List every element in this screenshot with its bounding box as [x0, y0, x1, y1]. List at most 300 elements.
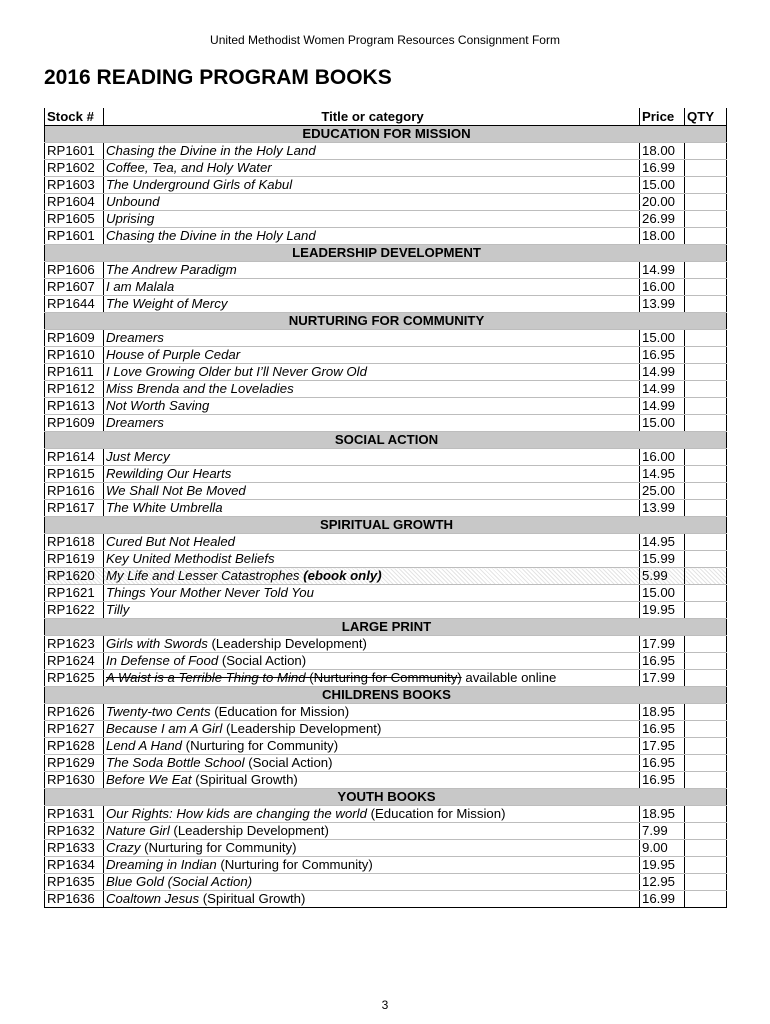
stock-number: RP1602 — [45, 160, 104, 177]
qty-cell[interactable] — [685, 228, 727, 245]
book-title: Nature Girl — [106, 823, 170, 838]
title-wrap — [106, 415, 164, 430]
title-wrap — [106, 279, 174, 294]
book-title-cell — [104, 772, 640, 789]
book-category-note: (Social Action) — [218, 653, 307, 668]
table-row — [45, 483, 727, 500]
book-title-cell — [104, 398, 640, 415]
title-wrap — [106, 738, 338, 753]
book-title-cell — [104, 840, 640, 857]
book-title: Crazy — [106, 840, 141, 855]
qty-cell[interactable] — [685, 721, 727, 738]
category-row — [45, 432, 727, 449]
qty-cell[interactable] — [685, 806, 727, 823]
book-title-cell — [104, 653, 640, 670]
title-wrap — [106, 534, 235, 549]
stock-number: RP1609 — [45, 330, 104, 347]
title-wrap — [106, 602, 129, 617]
qty-cell[interactable] — [685, 500, 727, 517]
book-title: Miss Brenda and the Loveladies — [106, 381, 294, 396]
qty-cell[interactable] — [685, 211, 727, 228]
book-title: Uprising — [106, 211, 155, 226]
title-wrap — [106, 364, 367, 379]
price: 15.00 — [640, 415, 685, 432]
qty-cell[interactable] — [685, 262, 727, 279]
book-title: Lend A Hand — [106, 738, 183, 753]
book-title-cell — [104, 551, 640, 568]
table-row — [45, 330, 727, 347]
book-category-note: (Social Action) — [244, 755, 333, 770]
book-title: I am Malala — [106, 279, 175, 294]
price: 16.99 — [640, 160, 685, 177]
book-title: I Love Growing Older but I’ll Never Grow Old — [106, 364, 367, 379]
title-wrap — [106, 347, 240, 362]
price: 18.00 — [640, 143, 685, 160]
book-title-cell — [104, 415, 640, 432]
price: 26.99 — [640, 211, 685, 228]
book-title-cell — [104, 823, 640, 840]
stock-number: RP1626 — [45, 704, 104, 721]
price: 16.99 — [640, 891, 685, 908]
stock-number: RP1644 — [45, 296, 104, 313]
table-row — [45, 840, 727, 857]
category-row — [45, 126, 727, 143]
title-wrap — [106, 262, 237, 277]
price: 16.00 — [640, 279, 685, 296]
price: 15.00 — [640, 330, 685, 347]
book-title: Rewilding Our Hearts — [106, 466, 232, 481]
availability-note: available online — [461, 670, 557, 685]
qty-cell[interactable] — [685, 347, 727, 364]
table-row — [45, 279, 727, 296]
book-title-cell — [104, 891, 640, 908]
table-row — [45, 228, 727, 245]
book-title: The Soda Bottle School — [106, 755, 245, 770]
category-row — [45, 789, 727, 806]
book-category-note: (Nurturing for Community) — [305, 670, 462, 685]
table-row — [45, 891, 727, 908]
book-title: Girls with Swords — [106, 636, 208, 651]
title-wrap — [106, 551, 275, 566]
table-row — [45, 738, 727, 755]
book-title-cell — [104, 279, 640, 296]
category-row — [45, 517, 727, 534]
title-wrap — [106, 177, 292, 192]
book-title: Not Worth Saving — [106, 398, 210, 413]
price: 14.99 — [640, 262, 685, 279]
stock-number: RP1611 — [45, 364, 104, 381]
price: 16.95 — [640, 755, 685, 772]
book-title-cell — [104, 670, 640, 687]
title-wrap — [106, 636, 367, 651]
price: 19.95 — [640, 602, 685, 619]
category-label: YOUTH BOOKS — [45, 789, 727, 806]
stock-number: RP1628 — [45, 738, 104, 755]
title-wrap — [106, 704, 349, 719]
qty-cell[interactable] — [685, 296, 727, 313]
book-category-note: (Nurturing for Community) — [182, 738, 339, 753]
book-title-cell — [104, 228, 640, 245]
price: 16.95 — [640, 772, 685, 789]
book-category-note: (Leadership Development) — [207, 636, 367, 651]
qty-cell[interactable] — [685, 483, 727, 500]
table-row — [45, 500, 727, 517]
qty-cell[interactable] — [685, 568, 727, 585]
book-title-cell — [104, 755, 640, 772]
price: 7.99 — [640, 823, 685, 840]
qty-cell[interactable] — [685, 840, 727, 857]
price: 15.00 — [640, 585, 685, 602]
stock-number: RP1601 — [45, 143, 104, 160]
book-title: Coaltown Jesus — [106, 891, 200, 906]
qty-cell[interactable] — [685, 823, 727, 840]
book-title-cell — [104, 194, 640, 211]
price: 13.99 — [640, 296, 685, 313]
price: 13.99 — [640, 500, 685, 517]
price: 12.95 — [640, 874, 685, 891]
book-category-note: (Spiritual Growth) — [199, 891, 306, 906]
book-category-note: (Education for Mission) — [210, 704, 350, 719]
price: 25.00 — [640, 483, 685, 500]
book-title-cell — [104, 177, 640, 194]
book-title-cell — [104, 874, 640, 891]
book-title-cell — [104, 296, 640, 313]
title-wrap — [106, 670, 462, 685]
book-title-cell — [104, 585, 640, 602]
title-wrap — [106, 721, 381, 736]
table-row — [45, 602, 727, 619]
table-row — [45, 143, 727, 160]
price: 14.99 — [640, 381, 685, 398]
stock-number: RP1623 — [45, 636, 104, 653]
category-label: LEADERSHIP DEVELOPMENT — [45, 245, 727, 262]
book-category-note: (Leadership Development) — [169, 823, 329, 838]
book-title-cell — [104, 500, 640, 517]
book-category-note: (Nurturing for Community) — [216, 857, 373, 872]
price: 14.95 — [640, 466, 685, 483]
price: 15.00 — [640, 177, 685, 194]
book-title: Just Mercy — [106, 449, 170, 464]
book-category-note: (Education for Mission) — [366, 806, 506, 821]
stock-number: RP1629 — [45, 755, 104, 772]
qty-cell[interactable] — [685, 551, 727, 568]
reading-program-table — [44, 108, 727, 908]
book-title: House of Purple Cedar — [106, 347, 241, 362]
column-header-stock: Stock # — [45, 108, 104, 126]
table-row — [45, 704, 727, 721]
table-row — [45, 823, 727, 840]
table-row — [45, 653, 727, 670]
stock-number: RP1620 — [45, 568, 104, 585]
price: 18.95 — [640, 806, 685, 823]
price: 19.95 — [640, 857, 685, 874]
table-row — [45, 415, 727, 432]
price: 18.00 — [640, 228, 685, 245]
qty-cell[interactable] — [685, 364, 727, 381]
price: 20.00 — [640, 194, 685, 211]
price: 14.95 — [640, 534, 685, 551]
qty-cell[interactable] — [685, 755, 727, 772]
book-title: The Underground Girls of Kabul — [106, 177, 293, 192]
book-title: A Waist is a Terrible Thing to Mind — [106, 670, 306, 685]
title-wrap — [106, 874, 252, 889]
title-wrap — [106, 840, 297, 855]
table-row — [45, 534, 727, 551]
price: 17.95 — [640, 738, 685, 755]
table-row — [45, 585, 727, 602]
stock-number: RP1609 — [45, 415, 104, 432]
book-title: Cured But Not Healed — [106, 534, 236, 549]
title-wrap — [106, 806, 505, 821]
category-label: SOCIAL ACTION — [45, 432, 727, 449]
title-wrap — [106, 143, 316, 158]
title-wrap — [106, 568, 300, 583]
stock-number: RP1618 — [45, 534, 104, 551]
table-row — [45, 296, 727, 313]
book-title: Dreamers — [106, 415, 164, 430]
qty-cell[interactable] — [685, 415, 727, 432]
title-wrap — [106, 449, 170, 464]
stock-number: RP1612 — [45, 381, 104, 398]
table-row — [45, 755, 727, 772]
stock-number: RP1635 — [45, 874, 104, 891]
qty-cell[interactable] — [685, 279, 727, 296]
title-wrap — [106, 653, 306, 668]
title-wrap — [106, 585, 314, 600]
qty-cell[interactable] — [685, 772, 727, 789]
table-row — [45, 398, 727, 415]
book-title: Things Your Mother Never Told You — [106, 585, 314, 600]
document-title: 2016 READING PROGRAM BOOKS — [44, 66, 392, 89]
book-title-cell — [104, 330, 640, 347]
book-title: Key United Methodist Beliefs — [106, 551, 275, 566]
book-title: We Shall Not Be Moved — [106, 483, 246, 498]
table-row — [45, 160, 727, 177]
book-title: Dreaming in Indian — [106, 857, 217, 872]
running-header: United Methodist Women Program Resources Consignment Form — [210, 33, 560, 47]
title-wrap — [106, 891, 305, 906]
qty-cell[interactable] — [685, 177, 727, 194]
category-row — [45, 313, 727, 330]
title-wrap — [106, 211, 154, 226]
stock-number: RP1605 — [45, 211, 104, 228]
stock-number: RP1633 — [45, 840, 104, 857]
table-row — [45, 194, 727, 211]
table-row — [45, 211, 727, 228]
price: 14.99 — [640, 398, 685, 415]
stock-number: RP1615 — [45, 466, 104, 483]
category-label: CHILDRENS BOOKS — [45, 687, 727, 704]
book-title: The Weight of Mercy — [106, 296, 228, 311]
stock-number: RP1603 — [45, 177, 104, 194]
table-row — [45, 874, 727, 891]
table-row — [45, 772, 727, 789]
stock-number: RP1631 — [45, 806, 104, 823]
title-wrap — [106, 381, 294, 396]
qty-cell[interactable] — [685, 670, 727, 687]
stock-number: RP1619 — [45, 551, 104, 568]
stock-number: RP1622 — [45, 602, 104, 619]
book-title-cell — [104, 381, 640, 398]
title-wrap — [106, 296, 227, 311]
book-title-cell — [104, 636, 640, 653]
qty-cell[interactable] — [685, 143, 727, 160]
book-title-cell — [104, 143, 640, 160]
table-row — [45, 347, 727, 364]
table-row — [45, 177, 727, 194]
table-row — [45, 551, 727, 568]
book-title-cell — [104, 483, 640, 500]
book-title: Our Rights: How kids are changing the world — [106, 806, 367, 821]
stock-number: RP1610 — [45, 347, 104, 364]
price: 16.95 — [640, 721, 685, 738]
qty-cell[interactable] — [685, 874, 727, 891]
table-row — [45, 466, 727, 483]
qty-cell[interactable] — [685, 704, 727, 721]
category-row — [45, 619, 727, 636]
book-title-cell — [104, 568, 640, 585]
price: 16.00 — [640, 449, 685, 466]
title-wrap — [106, 160, 272, 175]
qty-cell[interactable] — [685, 449, 727, 466]
book-title: Coffee, Tea, and Holy Water — [106, 160, 272, 175]
stock-number: RP1624 — [45, 653, 104, 670]
category-row — [45, 687, 727, 704]
category-label: EDUCATION FOR MISSION — [45, 126, 727, 143]
ebook-note: (ebook only) — [303, 568, 382, 583]
column-header-title: Title or category — [104, 108, 640, 126]
book-title-cell — [104, 602, 640, 619]
table-row — [45, 449, 727, 466]
title-wrap — [106, 466, 231, 481]
table-row — [45, 568, 727, 585]
price: 9.00 — [640, 840, 685, 857]
book-title-cell — [104, 857, 640, 874]
table-row — [45, 857, 727, 874]
qty-cell[interactable] — [685, 857, 727, 874]
title-wrap — [106, 857, 373, 872]
book-title: The Andrew Paradigm — [106, 262, 237, 277]
book-title: The White Umbrella — [106, 500, 223, 515]
book-title-cell — [104, 704, 640, 721]
table-row — [45, 670, 727, 687]
table-body — [45, 126, 727, 908]
title-wrap — [106, 483, 246, 498]
book-title: Chasing the Divine in the Holy Land — [106, 143, 316, 158]
book-title: In Defense of Food — [106, 653, 219, 668]
qty-cell[interactable] — [685, 466, 727, 483]
title-wrap — [106, 194, 160, 209]
price: 15.99 — [640, 551, 685, 568]
book-title: Twenty-two Cents — [106, 704, 211, 719]
book-title-cell — [104, 262, 640, 279]
book-title-cell — [104, 364, 640, 381]
price: 17.99 — [640, 636, 685, 653]
qty-cell[interactable] — [685, 585, 727, 602]
qty-cell[interactable] — [685, 194, 727, 211]
stock-number: RP1613 — [45, 398, 104, 415]
qty-cell[interactable] — [685, 330, 727, 347]
price: 14.99 — [640, 364, 685, 381]
price: 5.99 — [640, 568, 685, 585]
book-title-cell — [104, 466, 640, 483]
stock-number: RP1604 — [45, 194, 104, 211]
book-title: Chasing the Divine in the Holy Land — [106, 228, 316, 243]
book-title-cell — [104, 534, 640, 551]
book-title-cell — [104, 449, 640, 466]
book-title-cell — [104, 721, 640, 738]
table-row — [45, 262, 727, 279]
qty-cell[interactable] — [685, 534, 727, 551]
book-category-note: (Spiritual Growth) — [191, 772, 298, 787]
book-title: Dreamers — [106, 330, 164, 345]
title-wrap — [106, 330, 164, 345]
stock-number: RP1630 — [45, 772, 104, 789]
book-title: Tilly — [106, 602, 130, 617]
table-header-row — [45, 108, 727, 126]
page-number: 3 — [381, 998, 389, 1012]
title-wrap — [106, 823, 329, 838]
title-wrap — [106, 772, 298, 787]
book-category-note: (Nurturing for Community) — [140, 840, 297, 855]
table-row — [45, 381, 727, 398]
qty-cell[interactable] — [685, 891, 727, 908]
table-row — [45, 636, 727, 653]
book-title-cell — [104, 211, 640, 228]
qty-cell[interactable] — [685, 160, 727, 177]
stock-number: RP1625 — [45, 670, 104, 687]
stock-number: RP1636 — [45, 891, 104, 908]
price: 18.95 — [640, 704, 685, 721]
category-row — [45, 245, 727, 262]
category-label: LARGE PRINT — [45, 619, 727, 636]
stock-number: RP1601 — [45, 228, 104, 245]
qty-cell[interactable] — [685, 381, 727, 398]
book-title: Because I am A Girl — [106, 721, 223, 736]
stock-number: RP1632 — [45, 823, 104, 840]
table-row — [45, 721, 727, 738]
price: 17.99 — [640, 670, 685, 687]
qty-cell[interactable] — [685, 738, 727, 755]
qty-cell[interactable] — [685, 636, 727, 653]
book-title: Unbound — [106, 194, 160, 209]
stock-number: RP1634 — [45, 857, 104, 874]
table-row — [45, 364, 727, 381]
column-header-qty: QTY — [685, 108, 727, 126]
table-row — [45, 806, 727, 823]
title-wrap — [106, 228, 316, 243]
stock-number: RP1614 — [45, 449, 104, 466]
book-title: Blue Gold (Social Action) — [106, 874, 253, 889]
qty-cell[interactable] — [685, 398, 727, 415]
book-title: Before We Eat — [106, 772, 192, 787]
title-wrap — [106, 755, 333, 770]
category-label: NURTURING FOR COMMUNITY — [45, 313, 727, 330]
stock-number: RP1621 — [45, 585, 104, 602]
qty-cell[interactable] — [685, 653, 727, 670]
category-label: SPIRITUAL GROWTH — [45, 517, 727, 534]
price: 16.95 — [640, 347, 685, 364]
stock-number: RP1606 — [45, 262, 104, 279]
book-title-cell — [104, 738, 640, 755]
book-category-note: (Leadership Development) — [222, 721, 382, 736]
title-wrap — [106, 500, 223, 515]
stock-number: RP1616 — [45, 483, 104, 500]
qty-cell[interactable] — [685, 602, 727, 619]
book-title-cell — [104, 806, 640, 823]
stock-number: RP1627 — [45, 721, 104, 738]
price: 16.95 — [640, 653, 685, 670]
